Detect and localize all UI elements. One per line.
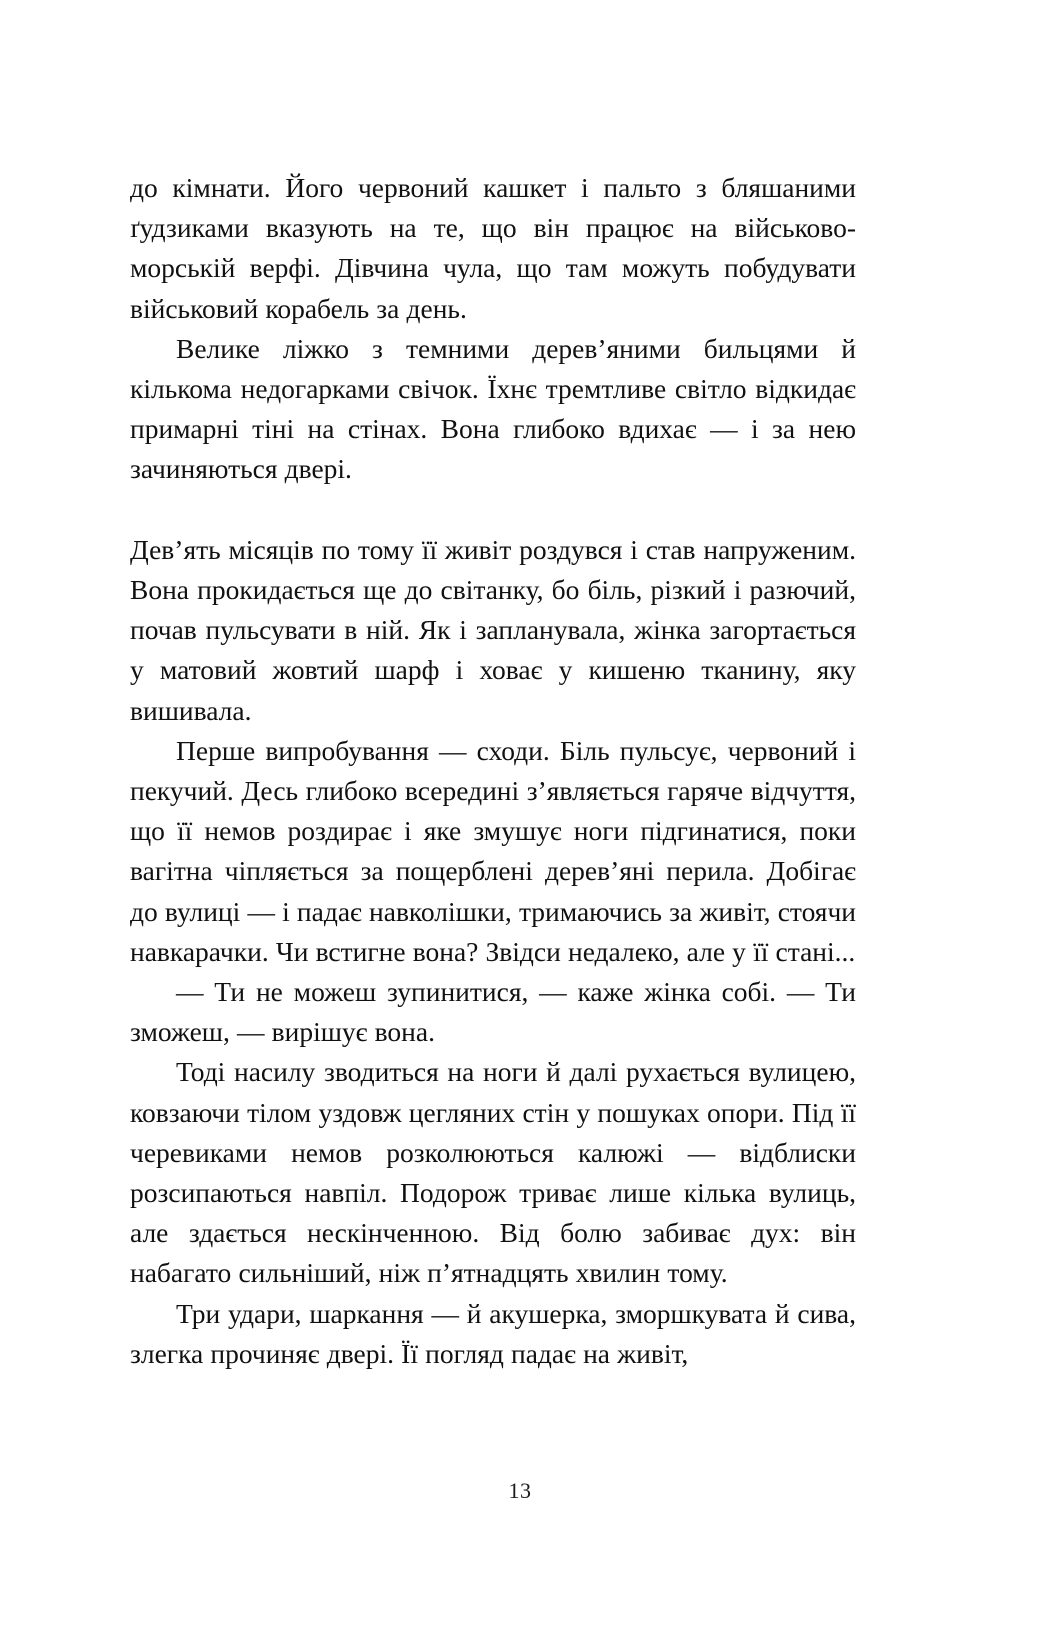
paragraph-midwife: Три удари, шаркання — й акушерка, зморшкувата й сива, злегка прочиняє двері. Її погляд падає на живіт,: [130, 1297, 856, 1369]
page-number: 13: [508, 1478, 532, 1503]
paragraph-first-trial: Перше випробування — сходи. Біль пульсує, червоний і пекучий. Десь глибоко всередині з’являється гаряче відчуття, що її немов роздирає і яке змушує ноги підгинатися, поки вагітна чіпляється за пощерблені дерев’яні перила. Добігає до вулиці — і падає навколішки, тримаючись за живіт, стоячи навкарачки. Чи встигне вона? Звідси недалеко, але у її стані...: [130, 734, 856, 967]
paragraph-street: Тоді насилу зводиться на ноги й далі рухається вулицею, ковзаючи тілом уздовж цегляних стін у пошуках опори. Під її черевиками немов розколюються калюжі — відблиски розсипаються навпіл. Подорож триває лише кілька вулиць, але здається нескінченною. Від болю забиває дух: він набагато сильніший, ніж п’ятнадцять хвилин тому.: [130, 1056, 856, 1289]
paragraph-nine-months: Дев’ять місяців по тому її живіт роздувся і став напруженим. Вона прокидається ще до світанку, бо біль, різкий і разючий, почав пульсувати в ній. Як і запланувала, жінка загортається у матовий жовтий шарф і ховає у кишеню тканину, яку вишивала.: [130, 533, 856, 726]
paragraph-dialogue: — Ти не можеш зупинитися, — каже жінка собі. — Ти зможеш, — вирішує вона.: [130, 976, 856, 1048]
page-text-block: [130, 168, 856, 1374]
paragraph-continued: до кімнати. Його червоний кашкет і пальто з бляшаними ґудзиками вказують на те, що він працює на військово-морській верфі. Дівчина чула, що там можуть побудувати військовий корабель за день.: [130, 172, 856, 324]
paragraph-bed: Велике ліжко з темними дерев’яними бильцями й кількома недогарками свічок. Їхнє тремтливе світло відкидає примарні тіні на стінах. Вона глибоко вдихає — і за нею зачиняються двері.: [130, 332, 856, 485]
